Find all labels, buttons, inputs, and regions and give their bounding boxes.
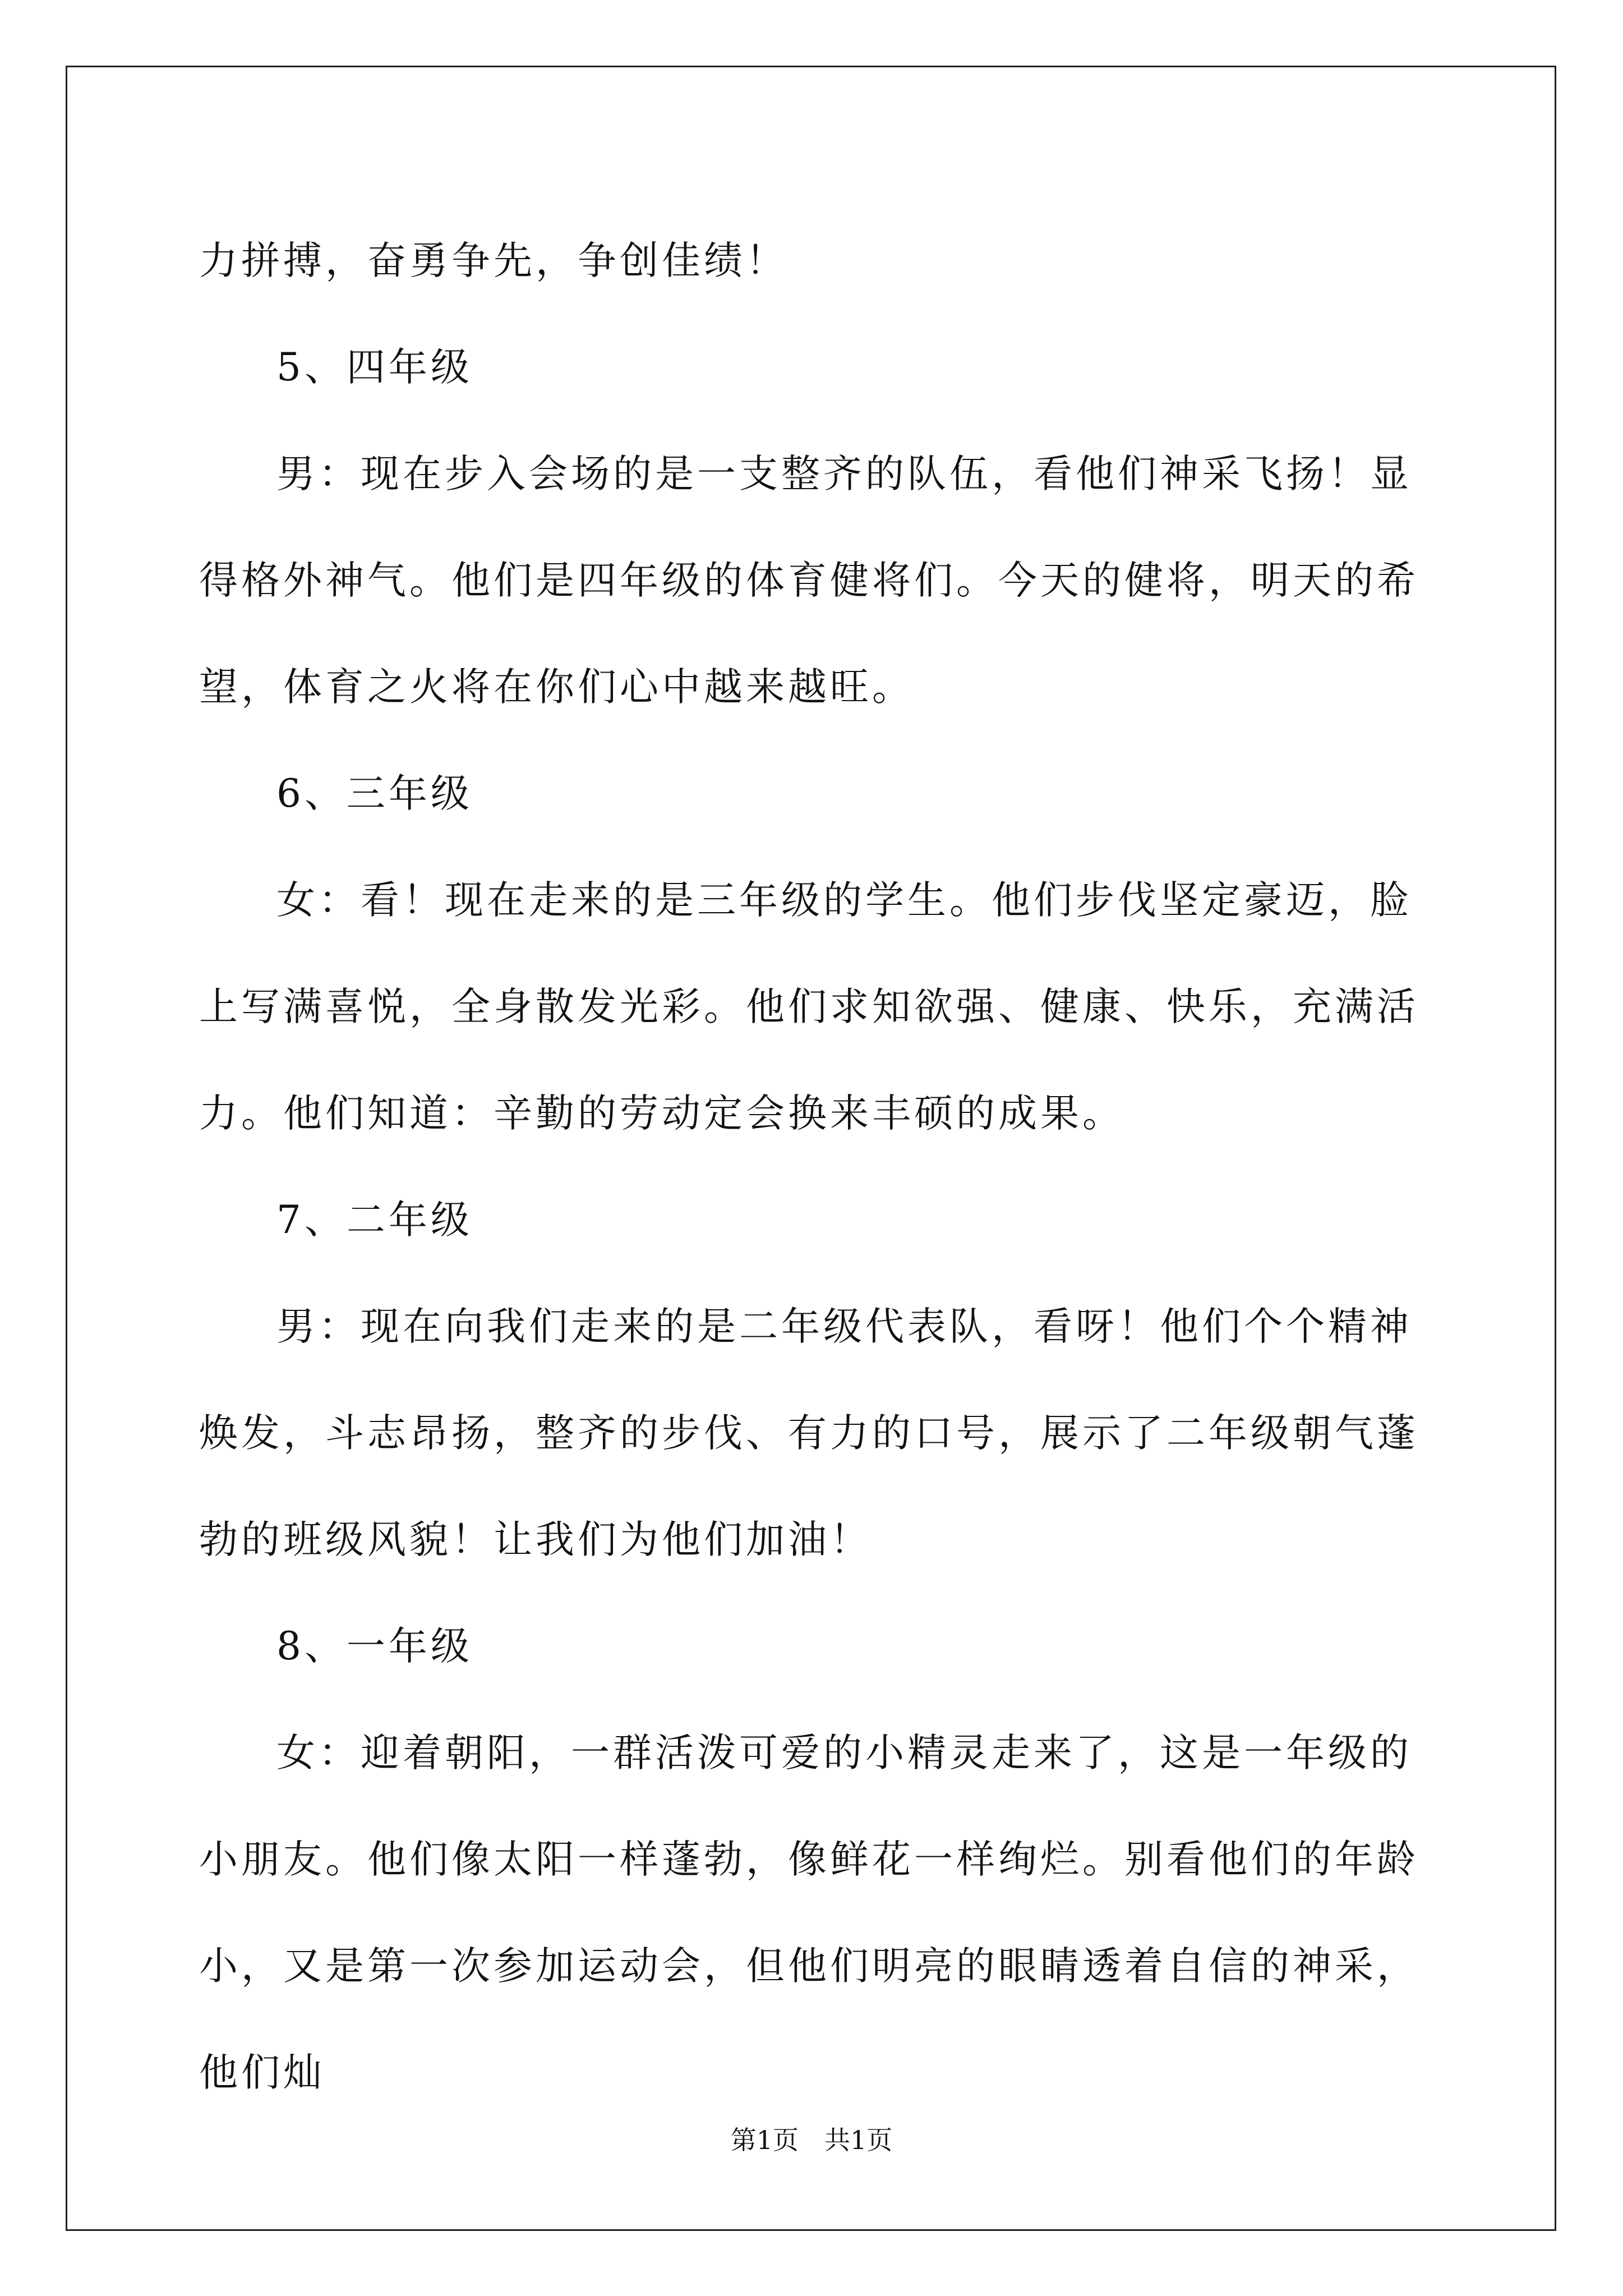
paragraph: 女：迎着朝阳，一群活泼可爱的小精灵走来了，这是一年级的小朋友。他们像太阳一样蓬勃，像鲜花一样绚烂。别看他们的年龄小，又是第一次参加运动会，但他们明亮的眼睛透着自信的神采，他们灿 <box>199 1731 1419 2095</box>
paragraph: 力拼搏，奋勇争先，争创佳绩！ <box>199 238 788 283</box>
section-heading: 5、四年级 <box>276 345 473 390</box>
section-heading: 7、二年级 <box>276 1198 473 1243</box>
page-footer <box>0 2123 1623 2157</box>
paragraph: 女：看！现在走来的是三年级的学生。他们步伐坚定豪迈，脸上写满喜悦，全身散发光彩。他们求知欲强、健康、快乐，充满活力。他们知道：辛勤的劳动定会换来丰硕的成果。 <box>199 878 1419 1136</box>
page-number: 第1页 <box>730 2125 799 2155</box>
document-body <box>199 208 1427 2126</box>
paragraph: 男：现在步入会场的是一支整齐的队伍，看他们神采飞扬！显得格外神气。他们是四年级的体育健将们。今天的健将，明天的希望，体育之火将在你们心中越来越旺。 <box>199 452 1419 710</box>
paragraph: 男：现在向我们走来的是二年级代表队，看呀！他们个个精神焕发，斗志昂扬，整齐的步伐、有力的口号，展示了二年级朝气蓬勃的班级风貌！让我们为他们加油！ <box>199 1304 1419 1562</box>
page-total: 共1页 <box>824 2125 893 2155</box>
section-heading: 8、一年级 <box>276 1624 473 1669</box>
section-heading: 6、三年级 <box>276 771 473 816</box>
